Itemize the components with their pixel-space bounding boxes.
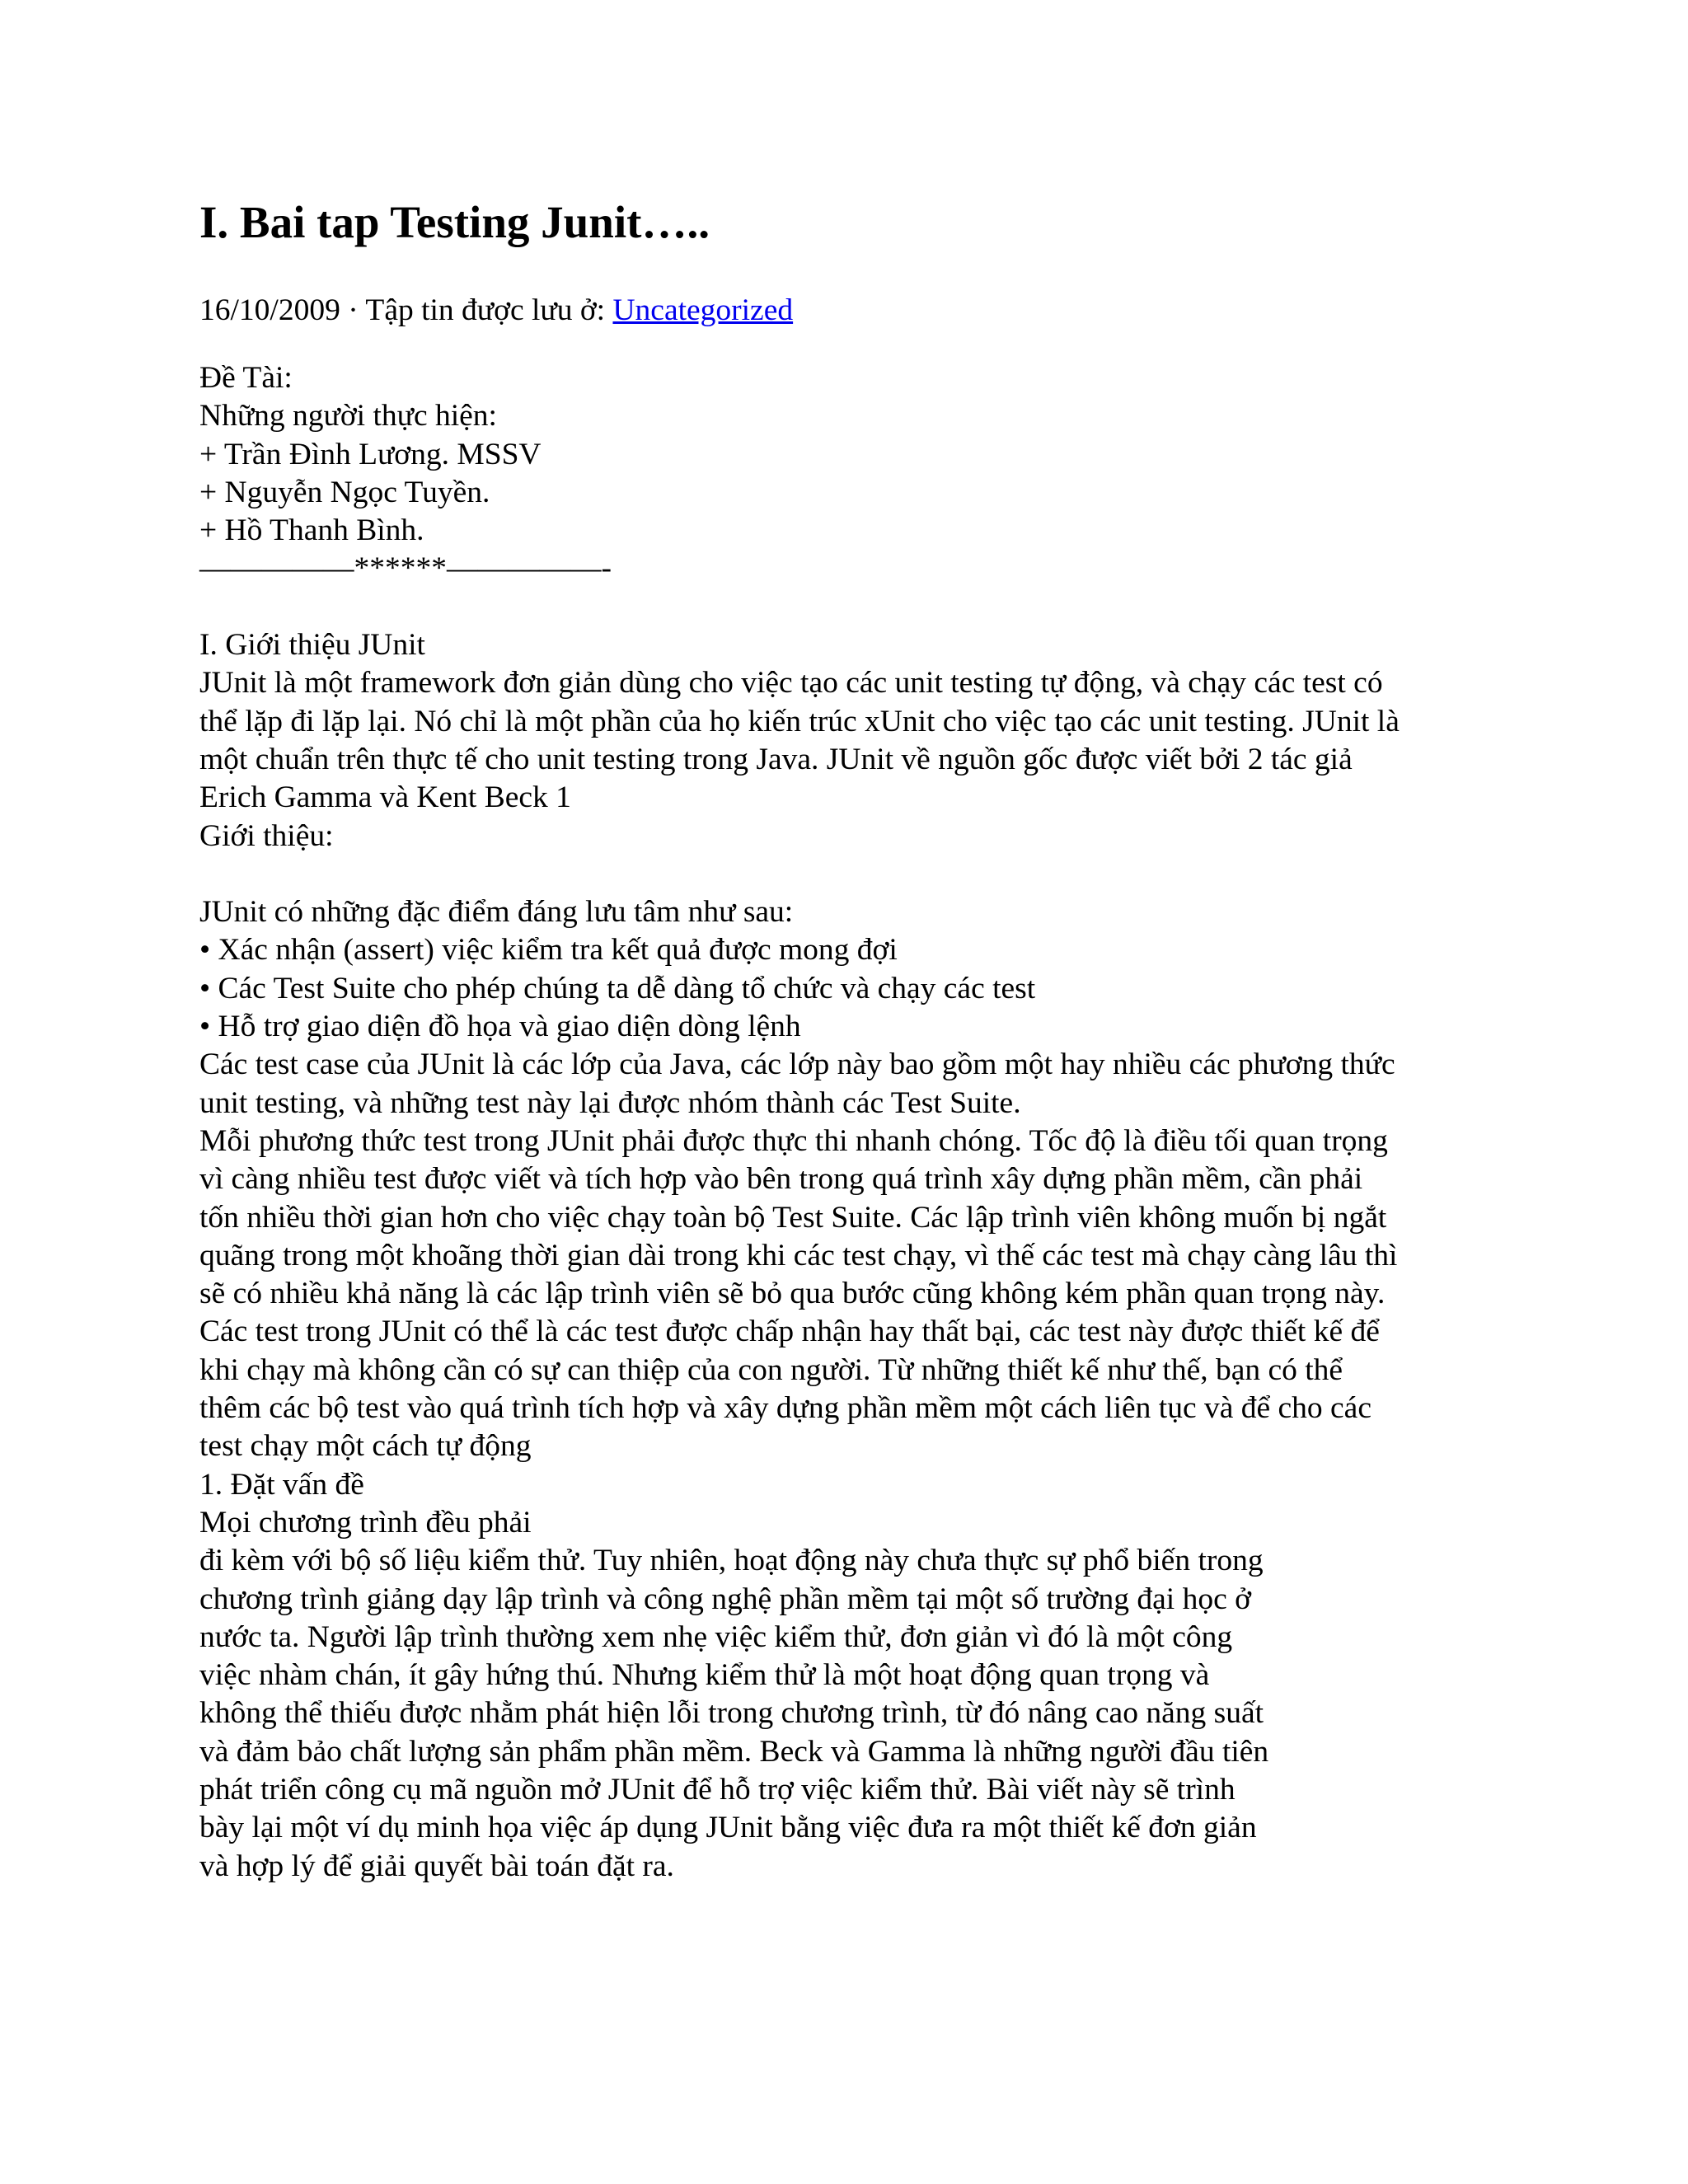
body-line: Những người thực hiện: [199,399,497,434]
body-line: khi chạy mà không cần có sự can thiệp của con người. Từ những thiết kế như thế, bạn có thể [199,1352,1343,1387]
body-line: và đảm bảo chất lượng sản phẩm phần mềm. Beck và Gamma là những người đầu tiên [199,1734,1269,1769]
meta-separator: · [340,293,366,327]
body-line: phát triển công cụ mã nguồn mở JUnit để hỗ trợ việc kiểm thử. Bài viết này sẽ trình [199,1772,1236,1807]
body-line: • Các Test Suite cho phép chúng ta dễ dàng tổ chức và chạy các test [199,971,1036,1005]
body-line: JUnit có những đặc điểm đáng lưu tâm như sau: [199,895,794,930]
body-line: Các test case của JUnit là các lớp của Java, các lớp này bao gồm một hay nhiều các phương thức [199,1047,1395,1082]
post-title: I. Bai tap Testing Junit….. [199,197,710,247]
body-line: quãng trong một khoãng thời gian dài trong khi các test chạy, vì thế các test mà chạy càng lâu thì [199,1238,1398,1272]
body-line: test chạy một cách tự động [199,1429,532,1464]
body-line: • Xác nhận (assert) việc kiểm tra kết quả được mong đợi [199,933,898,968]
body-line: việc nhàm chán, ít gây hứng thú. Nhưng kiểm thử là một hoạt động quan trọng và [199,1658,1210,1693]
body-line: Mọi chương trình đều phải [199,1505,532,1540]
body-line: thể lặp đi lặp lại. Nó chỉ là một phần của họ kiến trúc xUnit cho việc tạo các unit testing. JUnit là [199,704,1400,738]
body-line: —————******—————- [199,551,612,586]
body-line: • Hỗ trợ giao diện đồ họa và giao diện dòng lệnh [199,1010,801,1044]
post-body [199,359,1518,1886]
body-line: một chuẩn trên thực tế cho unit testing trong Java. JUnit về nguồn gốc được viết bởi 2 tác giả [199,742,1353,776]
body-line: + Trần Đình Lương. MSSV [199,437,542,471]
body-line: Các test trong JUnit có thể là các test được chấp nhận hay thất bại, các test này được thiết kế để [199,1315,1380,1349]
body-line [199,588,1518,626]
body-line [199,855,1518,893]
category-link[interactable]: Uncategorized [612,293,794,327]
filed-label: Tập tin được lưu ở: [365,293,613,327]
body-line: JUnit là một framework đơn giản dùng cho việc tạo các unit testing tự động, và chạy các test có [199,666,1383,701]
body-line: sẽ có nhiều khả năng là các lập trình viên sẽ bỏ qua bước cũng không kém phần quan trọng này. [199,1277,1386,1311]
document-page [199,193,1518,1886]
body-line: + Hồ Thanh Bình. [199,513,424,548]
body-line: và hợp lý để giải quyết bài toán đặt ra. [199,1849,674,1883]
body-line: unit testing, và những test này lại được nhóm thành các Test Suite. [199,1085,1021,1120]
body-line: I. Giới thiệu JUnit [199,628,425,663]
body-line: chương trình giảng dạy lập trình và công nghệ phần mềm tại một số trường đại học ở [199,1582,1251,1616]
body-line: đi kèm với bộ số liệu kiểm thử. Tuy nhiên, hoạt động này chưa thực sự phổ biến trong [199,1544,1264,1578]
body-line: tốn nhiều thời gian hơn cho việc chạy toàn bộ Test Suite. Các lập trình viên không muốn bị ngắt [199,1200,1387,1235]
post-date: 16/10/2009 [199,293,340,327]
body-line: Đề Tài: [199,361,293,395]
body-line: 1. Đặt vấn đề [199,1467,364,1502]
post-meta [199,292,1518,330]
body-line: thêm các bộ test vào quá trình tích hợp và xây dựng phần mềm một cách liên tục và để cho các [199,1391,1372,1426]
body-line: nước ta. Người lập trình thường xem nhẹ việc kiểm thử, đơn giản vì đó là một công [199,1619,1233,1654]
body-line: không thể thiếu được nhằm phát hiện lỗi trong chương trình, từ đó nâng cao năng suất [199,1696,1264,1731]
body-line: + Nguyễn Ngọc Tuyền. [199,475,490,509]
body-line: bày lại một ví dụ minh họa việc áp dụng JUnit bằng việc đưa ra một thiết kế đơn giản [199,1811,1257,1845]
body-line: Mỗi phương thức test trong JUnit phải được thực thi nhanh chóng. Tốc độ là điều tối quan trọng [199,1123,1388,1158]
body-line: vì càng nhiều test được viết và tích hợp vào bên trong quá trình xây dựng phần mềm, cần phải [199,1162,1363,1197]
body-line: Erich Gamma và Kent Beck 1 [199,780,571,815]
body-line: Giới thiệu: [199,818,334,853]
